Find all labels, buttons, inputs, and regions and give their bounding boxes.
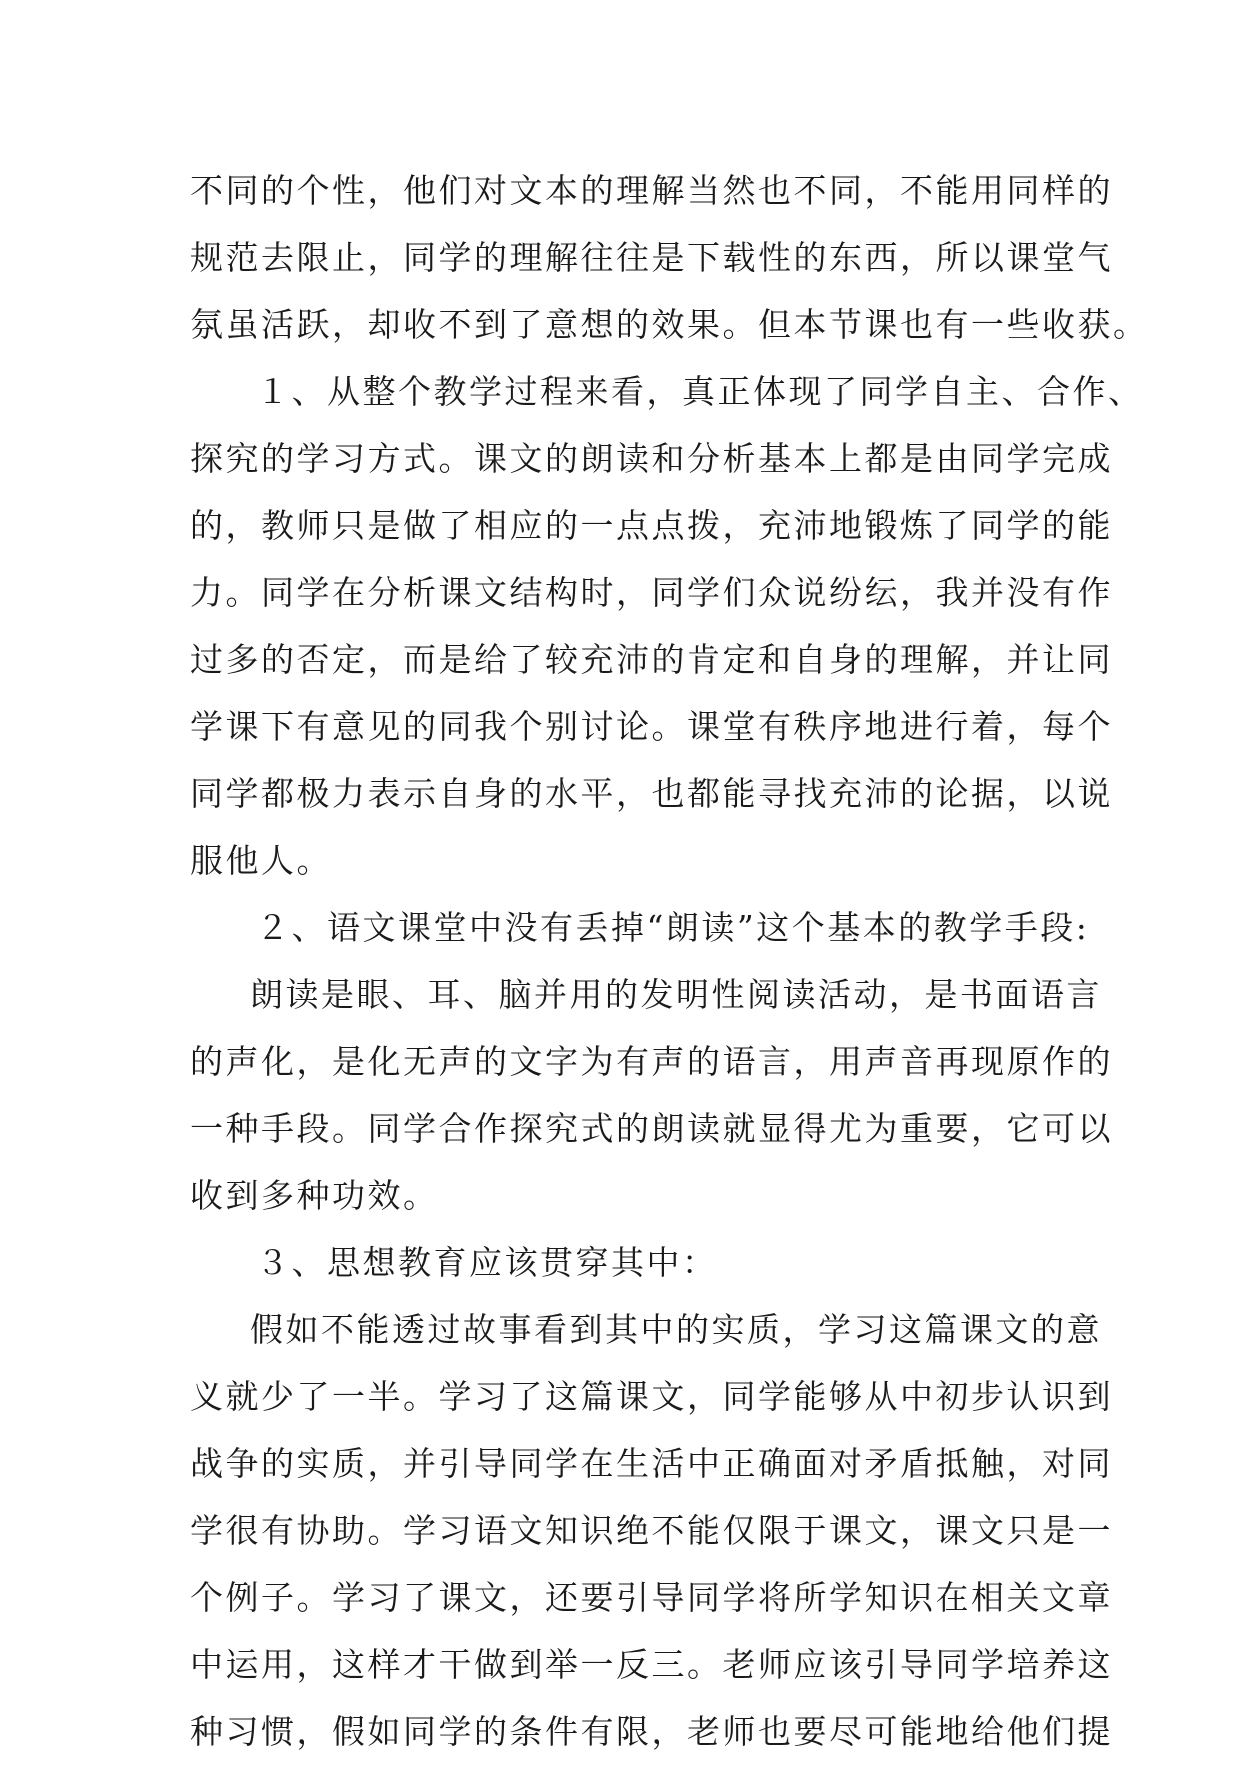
text-line: 不同的个性，他们对文本的理解当然也不同，不能用同样的: [190, 171, 1113, 210]
text-line: 收到多种功效。: [190, 1176, 439, 1215]
paragraph-start: 假如不能透过故事看到其中的实质，学习这篇课文的意: [250, 1310, 1102, 1349]
text-line: 个例子。学习了课文，还要引导同学将所学知识在相关文章: [190, 1578, 1113, 1617]
text-line: 种习惯，假如同学的条件有限，老师也要尽可能地给他们提: [190, 1712, 1113, 1751]
text-line: 规范去限止，同学的理解往往是下载性的东西，所以课堂气: [190, 238, 1113, 277]
paragraph-start: 朗读是眼、耳、脑并用的发明性阅读活动，是书面语言: [250, 975, 1102, 1014]
text-line: 战争的实质，并引导同学在生活中正确面对矛盾抵触，对同: [190, 1444, 1113, 1483]
body-text: [190, 157, 1149, 1765]
text-line: 的，教师只是做了相应的一点点拨，充沛地锻炼了同学的能: [190, 506, 1113, 545]
text-line: 同学都极力表示自身的水平，也都能寻找充沛的论据，以说: [190, 774, 1113, 813]
text-line: 一种手段。同学合作探究式的朗读就显得尤为重要，它可以: [190, 1109, 1113, 1148]
text-line: 过多的否定，而是给了较充沛的肯定和自身的理解，并让同: [190, 640, 1113, 679]
numbered-paragraph-3: ３、思想教育应该贯穿其中：: [256, 1243, 718, 1282]
text-line: 服他人。: [190, 841, 332, 880]
text-line: 力。同学在分析课文结构时，同学们众说纷纭，我并没有作: [190, 573, 1113, 612]
text-line: 学课下有意见的同我个别讨论。课堂有秩序地进行着，每个: [190, 707, 1113, 746]
text-line: 义就少了一半。学习了这篇课文，同学能够从中初步认识到: [190, 1377, 1113, 1416]
numbered-paragraph-1: １、从整个教学过程来看，真正体现了同学自主、合作、: [256, 372, 1144, 411]
text-line: 中运用，这样才干做到举一反三。老师应该引导同学培养这: [190, 1645, 1113, 1684]
text-line: 氛虽活跃，却收不到了意想的效果。但本节课也有一些收获。: [190, 305, 1149, 344]
text-line: 学很有协助。学习语文知识绝不能仅限于课文，课文只是一: [190, 1511, 1113, 1550]
numbered-paragraph-2: ２、语文课堂中没有丢掉“朗读”这个基本的教学手段:: [256, 908, 1090, 947]
text-line: 的声化，是化无声的文字为有声的语言，用声音再现原作的: [190, 1042, 1113, 1081]
text-line: 探究的学习方式。课文的朗读和分析基本上都是由同学完成: [190, 439, 1113, 478]
